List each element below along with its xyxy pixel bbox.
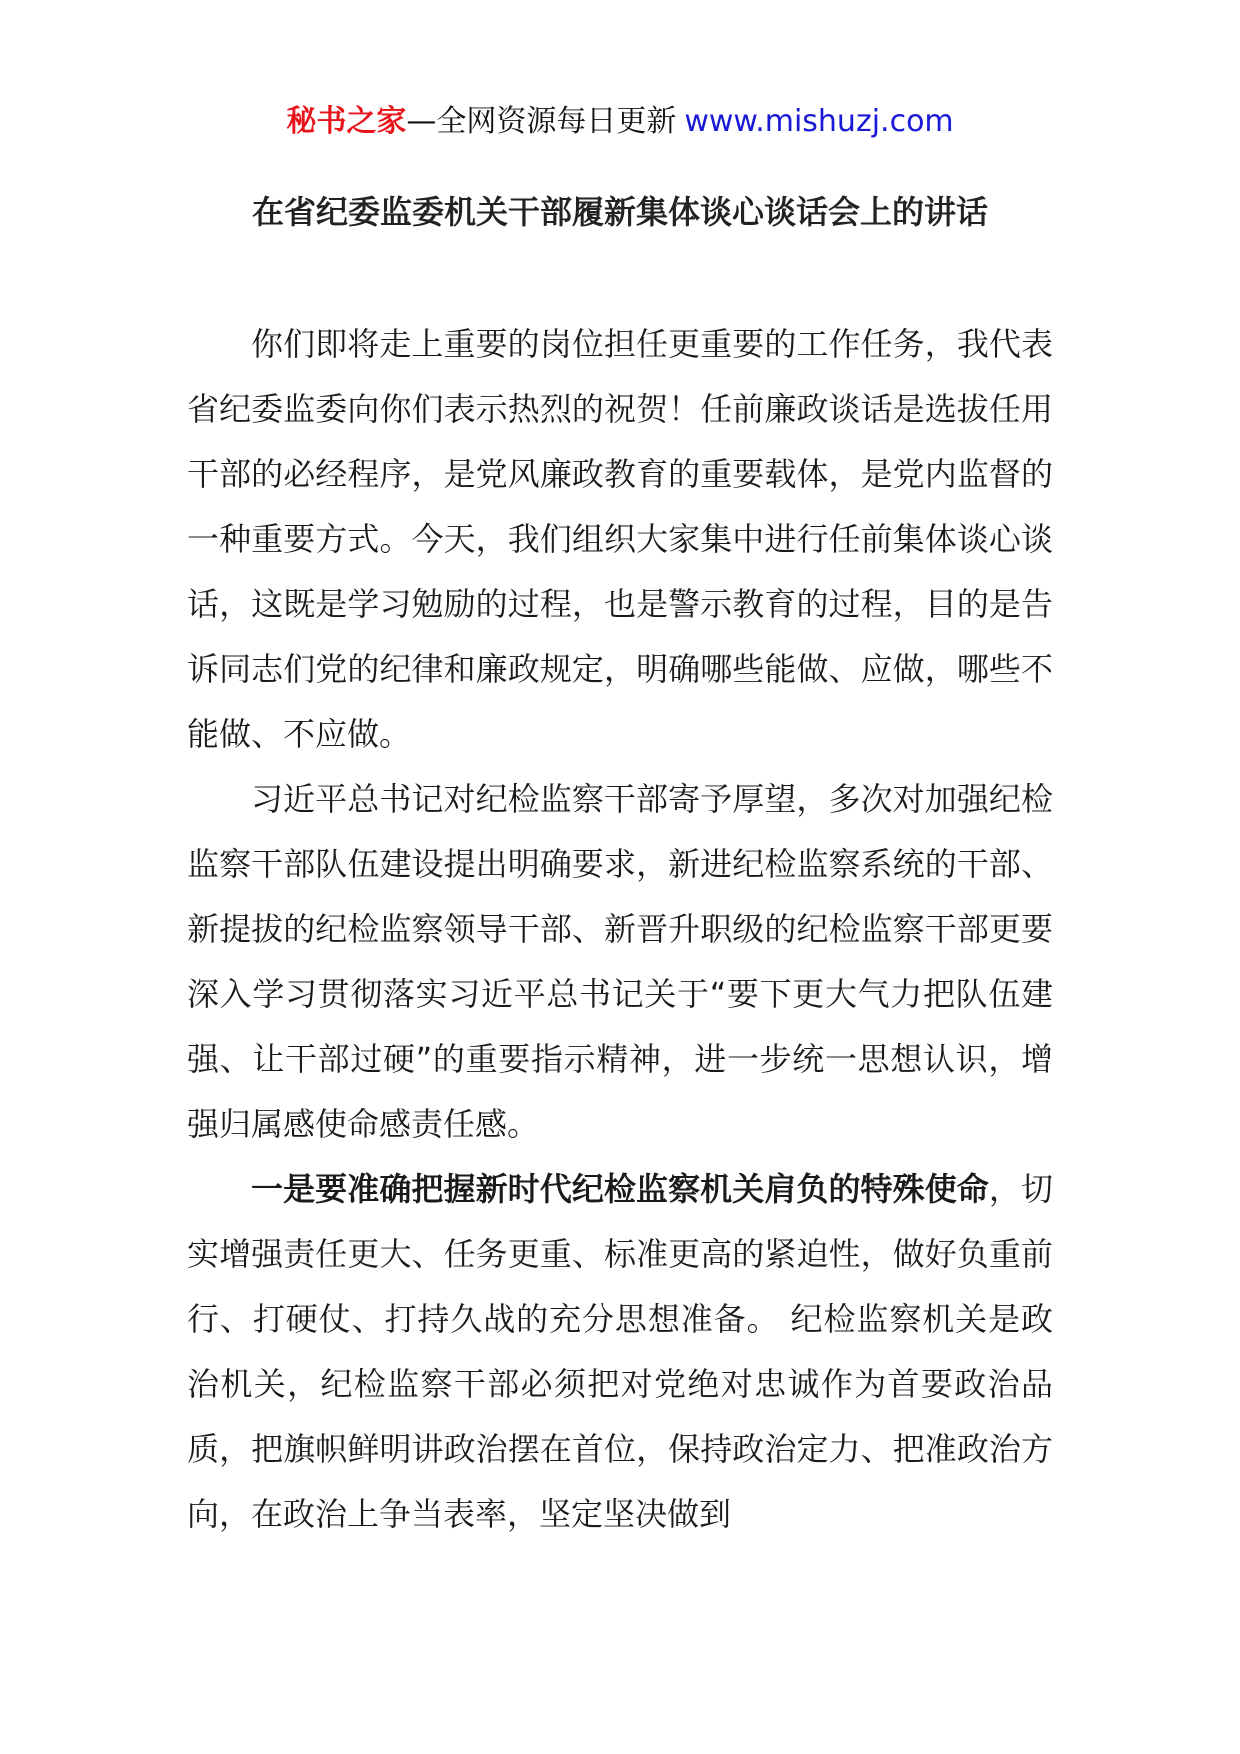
paragraph-1-text: 你们即将走上重要的岗位担任更重要的工作任务，我代表省纪委监委向你们表示热烈的祝贺！任前廉政谈话是选拔任用干部的必经程序，是党风廉政教育的重要载体，是党内监督的一种重要方式。今天，我们组织大家集中进行任前集体谈心谈话，这既是学习勉励的过程，也是警示教育的过程，目的是告诉同志们党的纪律和廉政规定，明确哪些能做、应做，哪些不能做、不应做。 xyxy=(187,325,1053,753)
paragraph-1 xyxy=(187,312,1053,767)
document-title: 在省纪委监委机关干部履新集体谈心谈话会上的讲话 xyxy=(251,193,988,232)
document-body xyxy=(187,312,1053,1547)
site-header xyxy=(0,100,1240,144)
paragraph-3-text: ，切实增强责任更大、任务更重、标准更高的紧迫性，做好负重前行、打硬仗、打持久战的充分思想准备。 纪检监察机关是政治机关，纪检监察干部必须把对党绝对忠诚作为首要政治品质，把旗帜鲜明讲政治摆在首位，保持政治定力、把准政治方向，在政治上争当表率，坚定坚决做到 xyxy=(187,1170,1053,1533)
paragraph-2 xyxy=(187,767,1053,1157)
paragraph-2-text: 习近平总书记对纪检监察干部寄予厚望，多次对加强纪检监察干部队伍建设提出明确要求，新进纪检监察系统的干部、新提拔的纪检监察领导干部、新晋升职级的纪检监察干部更要深入学习贯彻落实习近平总书记关于“要下更大气力把队伍建强、让干部过硬”的重要指示精神，进一步统一思想认识，增强归属感使命感责任感。 xyxy=(187,780,1053,1143)
paragraph-3 xyxy=(187,1157,1053,1547)
paragraph-3-lead: 一是要准确把握新时代纪检监察机关肩负的特殊使命 xyxy=(251,1170,989,1208)
brand-name: 秘书之家 xyxy=(286,104,407,139)
brand-url-link[interactable]: www.mishuzj.com xyxy=(684,104,954,139)
brand-slogan: —全网资源每日更新 xyxy=(406,104,677,139)
